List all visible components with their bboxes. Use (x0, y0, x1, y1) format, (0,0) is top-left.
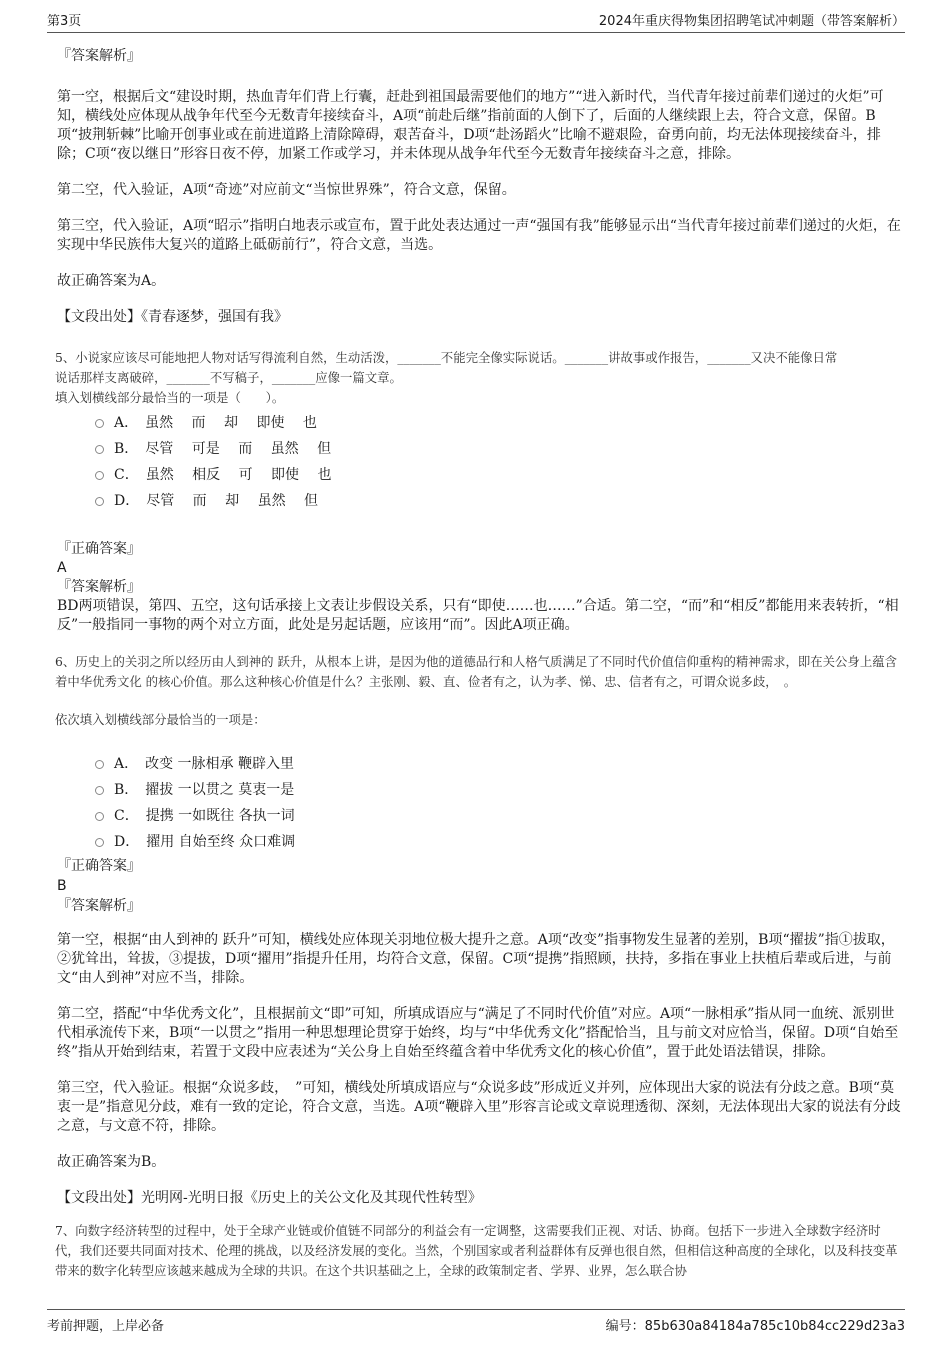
q6-analysis-p2: 第二空，搭配“中华优秀文化”，且根据前文“即”可知，所填成语应与“满足了不同时代价值”对应。A项“一脉相承”指从同一血统、派别世代相承流传下来，B项“一以贯之”指用一种思想理论贯穿于始终，均与“中华优秀文化”搭配恰当，且与前文对应恰当，保留。D项“自始至终”指从开始到结束，若置于文段中应表述为“关公身上自始至终蕴含着中华优秀文化的核心价值”，置于此处语法错误，排除。 (57, 1006, 899, 1060)
q6-option-d[interactable]: D． 擢用 自始至终 众口难调 (95, 829, 902, 855)
q7-stem: 7、向数字经济转型的过程中，处于全球产业链或价值链不同部分的利益会有一定调整，这需要我们正视、对话、协商。包括下一步进入全球数字经济时代，我们还要共同面对技术、伦理的挑战，以及经济发展的变化。当然，个别国家或者利益群体有反弹也很自然，但相信这种高度的全球化，以及科技变革带来的数字化转型应该越来越成为全球的共识。在这个共识基础之上，全球的政策制定者、学界、业界，怎么联合协 (55, 1223, 898, 1278)
q5-option-d[interactable]: D． 尽管 而 却 虽然 但 (95, 488, 902, 514)
q5-correct-label: 『正确答案』 (57, 541, 141, 557)
question-5 (57, 348, 902, 635)
q5-stem-line1: 5、小说家应该尽可能地把人物对话写得流利自然，生动活泼，_______不能完全像实际说话。_______讲故事或作报告，_______又决不能像日常 (55, 350, 838, 365)
q6-option-a[interactable]: A． 改变 一脉相承 鞭辟入里 (95, 751, 902, 777)
footer-slogan: 考前押题，上岸必备 (47, 1319, 165, 1334)
q6-analysis-p1: 第一空，根据“由人到神的 跃升”可知，横线处应体现关羽地位极大提升之意。A项“改变”指事物发生显著的差别，B项“擢拔”指①拔取，②犹耸出，耸拔，③提拔，D项“擢用”指提升任用，均符合文意，保留。C项“提携”指照顾，扶持，多指在事业上扶植后辈或后进，与前文“由人到神”对应不当，排除。 (57, 932, 895, 986)
q4-analysis-p2: 第二空，代入验证，A项“奇迹”对应前文“当惊世界殊”，符合文意，保留。 (57, 182, 516, 198)
q4-analysis-p3: 第三空，代入验证，A项“昭示”指明白地表示或宣布，置于此处表达通过一声“强国有我”能够显示出“当代青年接过前辈们递过的火炬，在实现中华民族伟大复兴的道路上砥砺前行”，符合文意，当选。 (57, 218, 901, 253)
document-code (606, 1315, 905, 1334)
radio-icon[interactable] (95, 497, 104, 506)
q6-stem: 6、历史上的关羽之所以经历由人到神的 跃升，从根本上讲，是因为他的道德品行和人格气质满足了不同时代价值信仰重构的精神需求，即在关公身上蕴含着中华优秀文化 的核心价值。那么这种核心价值是什么？主张刚、毅、直、俭者有之，认为孝、悌、忠、信者有之，可谓众说多歧， 。 (55, 654, 897, 689)
q4-source: 【文段出处】《青春逐梦，强国有我》 (57, 309, 288, 325)
q5-option-a[interactable]: A． 虽然 而 却 即使 也 (95, 410, 902, 436)
radio-icon[interactable] (95, 838, 104, 847)
q4-analysis (57, 47, 902, 327)
q5-analysis-label: 『答案解析』 (57, 579, 141, 595)
q4-analysis-p1: 第一空，根据后文“建设时期，热血青年们背上行囊，赶赴到祖国最需要他们的地方”“进入新时代，当代青年接过前辈们递过的火炬”可知，横线处应体现从战争年代至今无数青年接续奋斗，A项“前赴后继”指前面的人倒下了，后面的人继续跟上去，符合文意，保留。B项“披荆斩棘”比喻开创事业或在前进道路上清除障碍，艰苦奋斗，D项“赴汤蹈火”比喻不避艰险，奋勇向前，均无法体现接续奋斗，排除；C项“夜以继日”形容日夜不停，加紧工作或学习，并未体现从战争年代至今无数青年接续奋斗之意，排除。 (57, 89, 884, 162)
radio-icon[interactable] (95, 786, 104, 795)
q6-option-b[interactable]: B． 擢拔 一以贯之 莫衷一是 (95, 777, 902, 803)
radio-icon[interactable] (95, 471, 104, 480)
q5-analysis: BD两项错误，第四、五空，这句话承接上文表让步假设关系，只有“即使……也……”合适。第二空，“而”和“相反”都能用来表转折，“相反”一般指同一事物的两个对立方面，此处是另起话题，应该用“而”。因此A项正确。 (57, 598, 899, 633)
q6-option-c[interactable]: C． 提携 一如既往 各执一词 (95, 803, 902, 829)
q6-analysis-p3: 第三空，代入验证。根据“众说多歧， ”可知，横线处所填成语应与“众说多歧”形成近义并列，应体现出大家的说法有分歧之意。B项“莫衷一是”指意见分歧，难有一致的定论，符合文意，当选。A项“鞭辟入里”形容言论或文章说理透彻、深刻，无法体现出大家的说法有分歧之意，与文意不符，排除。 (57, 1080, 901, 1134)
radio-icon[interactable] (95, 760, 104, 769)
q6-source: 【文段出处】光明网-光明日报《历史上的关公文化及其现代性转型》 (57, 1190, 482, 1206)
question-7 (57, 1221, 902, 1281)
q5-prompt: 填入划横线部分最恰当的一项是（ ）。 (55, 390, 285, 405)
q6-options (95, 751, 902, 855)
page-number: 第3页 (47, 14, 82, 29)
question-6 (57, 652, 902, 1208)
radio-icon[interactable] (95, 419, 104, 428)
page-footer (47, 1309, 905, 1334)
q6-prompt: 依次填入划横线部分最恰当的一项是： (55, 712, 266, 727)
page-header (47, 10, 905, 33)
q5-option-c[interactable]: C． 虽然 相反 可 即使 也 (95, 462, 902, 488)
radio-icon[interactable] (95, 812, 104, 821)
document-code-label: 编号： (605, 1319, 645, 1334)
q4-analysis-p4: 故正确答案为A。 (57, 273, 166, 289)
document-title: 2024年重庆得物集团招聘笔试冲刺题（带答案解析） (598, 14, 905, 29)
document-body (57, 40, 902, 1281)
q6-analysis-label: 『答案解析』 (57, 898, 141, 914)
q5-correct-answer: A (57, 560, 67, 576)
q5-options (95, 410, 902, 514)
q5-option-b[interactable]: B． 尽管 可是 而 虽然 但 (95, 436, 902, 462)
q4-analysis-label: 『答案解析』 (57, 48, 141, 64)
document-code-value: 85b630a84184a785c10b84cc229d23a3 (644, 1319, 905, 1334)
q6-analysis-p4: 故正确答案为B。 (57, 1154, 166, 1170)
q6-correct-label: 『正确答案』 (57, 858, 141, 874)
q6-correct-answer: B (57, 878, 67, 894)
q5-stem-line2: 说话那样支离破碎，_______不写稿子，_______应像一篇文章。 (55, 370, 402, 385)
radio-icon[interactable] (95, 445, 104, 454)
